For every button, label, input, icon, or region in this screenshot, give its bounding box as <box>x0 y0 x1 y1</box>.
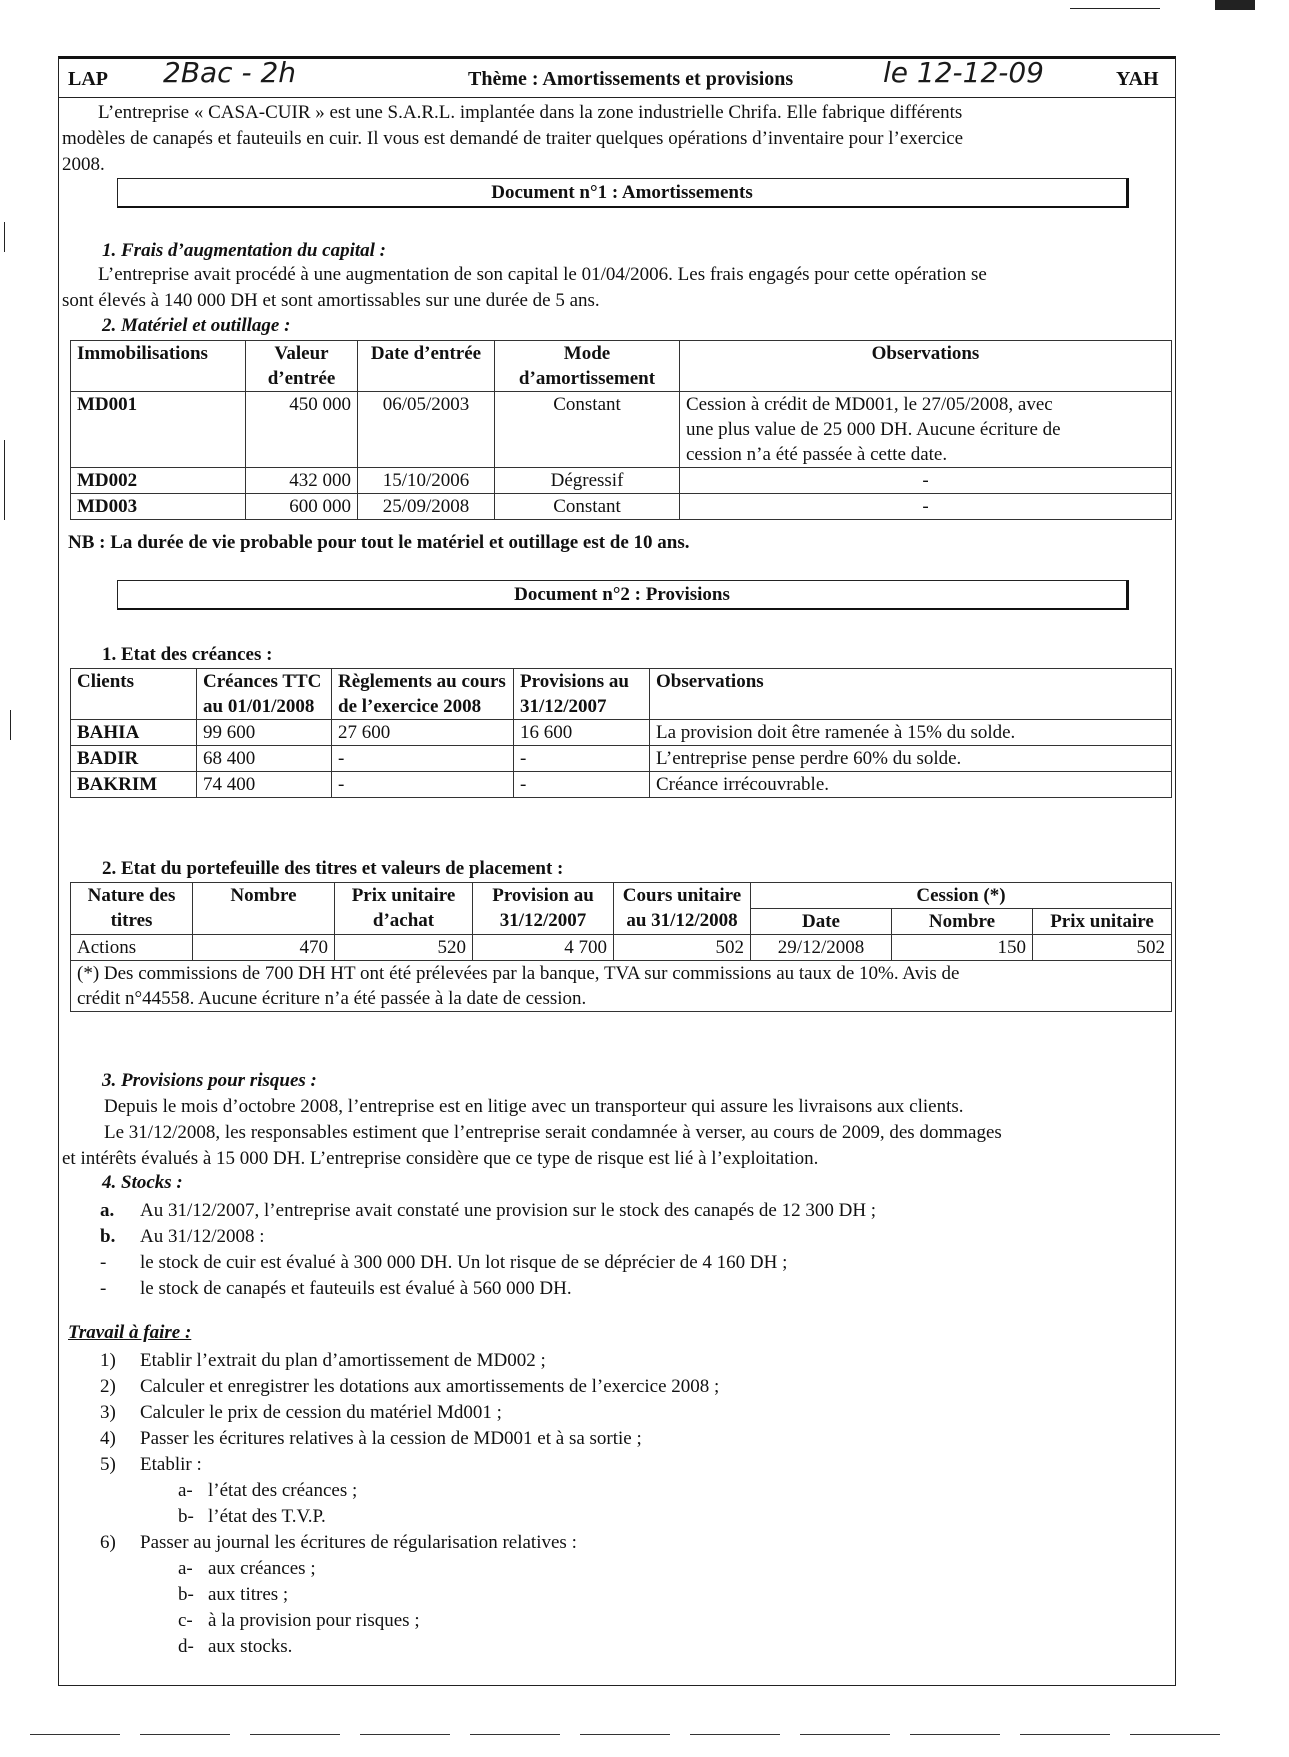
col-header: Provisions au 31/12/2007 <box>514 669 650 720</box>
table-row <box>71 468 1172 494</box>
doc2-title: Document n°2 : Provisions <box>117 580 1129 610</box>
list-item <box>100 1400 1160 1426</box>
item-mark: a- <box>178 1480 193 1501</box>
item-mark: - <box>100 1278 107 1299</box>
table-row <box>71 392 1172 468</box>
col-header: Cours unitaire au 31/12/2008 <box>614 883 751 935</box>
item-text: l’état des T.V.P. <box>208 1506 326 1527</box>
col-header: Provision au 31/12/2007 <box>473 883 614 935</box>
intro-line: 2008. <box>62 154 105 175</box>
item-text: Etablir : <box>140 1454 202 1475</box>
cell: 99 600 <box>197 720 332 746</box>
cell: - <box>514 772 650 798</box>
cell: 06/05/2003 <box>358 392 495 468</box>
right-code: YAH <box>1116 68 1159 90</box>
cell: 27 600 <box>332 720 514 746</box>
cell <box>680 392 1172 468</box>
cell: Actions <box>71 935 193 961</box>
list-item <box>100 1224 1160 1250</box>
travail-list <box>100 1348 1160 1660</box>
item-text: aux créances ; <box>208 1558 316 1579</box>
scan-mark-left <box>4 440 5 520</box>
doc2-section1-title: 1. Etat des créances : <box>102 644 273 665</box>
stocks-list <box>100 1198 1160 1302</box>
item-text: Passer les écritures relatives à la cession de MD001 et à sa sortie ; <box>140 1428 642 1449</box>
doc1-section2-title: 2. Matériel et outillage : <box>102 315 291 336</box>
item-mark: 4) <box>100 1428 116 1449</box>
table-row <box>71 720 1172 746</box>
list-subitem <box>100 1608 1160 1634</box>
cell: MD003 <box>71 494 246 520</box>
text-line: sont élevés à 140 000 DH et sont amortissables sur une durée de 5 ans. <box>62 290 600 311</box>
cell: Constant <box>495 494 680 520</box>
col-header: Clients <box>71 669 197 720</box>
col-header: Créances TTC au 01/01/2008 <box>197 669 332 720</box>
list-subitem <box>100 1634 1160 1660</box>
scan-mark-corner <box>1215 0 1255 10</box>
list-subitem <box>100 1556 1160 1582</box>
cell: 502 <box>1033 935 1172 961</box>
cell: 450 000 <box>246 392 358 468</box>
cell: 16 600 <box>514 720 650 746</box>
left-code: LAP <box>68 68 108 90</box>
list-subitem <box>100 1478 1160 1504</box>
scan-mark-left <box>4 222 5 252</box>
text-line: L’entreprise avait procédé à une augmentation de son capital le 01/04/2006. Les frais engagés pour cette opération se <box>98 264 987 285</box>
intro-paragraph <box>62 100 1172 178</box>
item-mark: 2) <box>100 1376 116 1397</box>
item-text: l’état des créances ; <box>208 1480 358 1501</box>
item-mark: 5) <box>100 1454 116 1475</box>
cell: MD001 <box>71 392 246 468</box>
cell: - <box>332 746 514 772</box>
theme-title: Thème : Amortissements et provisions <box>468 68 794 90</box>
item-mark: 1) <box>100 1350 116 1371</box>
col-header: Observations <box>680 341 1172 392</box>
item-mark: 3) <box>100 1402 116 1423</box>
item-text: aux titres ; <box>208 1584 289 1605</box>
table-row <box>71 746 1172 772</box>
item-mark: d- <box>178 1636 194 1657</box>
item-text: Calculer et enregistrer les dotations aux amortissements de l’exercice 2008 ; <box>140 1376 720 1397</box>
list-subitem <box>100 1504 1160 1530</box>
note-line: (*) Des commissions de 700 DH HT ont été prélevées par la banque, TVA sur commissions au taux de 10%. Avis de <box>77 963 960 984</box>
table-note-row <box>71 961 1172 1012</box>
col-header: Observations <box>650 669 1172 720</box>
scan-mark-bottom <box>30 1734 1230 1735</box>
cell: MD002 <box>71 468 246 494</box>
obs-line: une plus value de 25 000 DH. Aucune écriture de <box>686 419 1061 440</box>
item-mark: a- <box>178 1558 193 1579</box>
list-item <box>100 1426 1160 1452</box>
col-header: Règlements au cours de l’exercice 2008 <box>332 669 514 720</box>
cell: 470 <box>193 935 335 961</box>
col-header: Mode d’amortissement <box>495 341 680 392</box>
cell: Créance irrécouvrable. <box>650 772 1172 798</box>
titres-table <box>70 882 1172 1012</box>
handwritten-date: le 12-12-09 <box>883 56 1044 89</box>
table-header-row <box>71 669 1172 720</box>
col-header: Nombre <box>892 909 1033 935</box>
handwritten-class: 2Bac - 2h <box>163 56 297 89</box>
nb-note: NB : La durée de vie probable pour tout le matériel et outillage est de 10 ans. <box>68 532 690 553</box>
creances-table <box>70 668 1172 798</box>
cell: - <box>680 468 1172 494</box>
col-header: Valeur d’entrée <box>246 341 358 392</box>
doc2-section2-title: 2. Etat du portefeuille des titres et valeurs de placement : <box>102 858 564 879</box>
list-item <box>100 1348 1160 1374</box>
doc2-section3-text <box>62 1094 1177 1172</box>
table-header-row <box>71 883 1172 909</box>
col-header: Nombre <box>193 883 335 935</box>
intro-line: L’entreprise « CASA-CUIR » est une S.A.R.L. implantée dans la zone industrielle Chrifa. Elle fabrique différents <box>98 102 963 123</box>
doc1-section1-text <box>62 262 1172 314</box>
obs-line: Cession à crédit de MD001, le 27/05/2008, avec <box>686 394 1053 415</box>
list-item <box>100 1374 1160 1400</box>
col-header: Date <box>751 909 892 935</box>
note-line: crédit n°44558. Aucune écriture n’a été passée à la date de cession. <box>77 988 587 1009</box>
table-row <box>71 935 1172 961</box>
item-mark: - <box>100 1252 107 1273</box>
list-item <box>100 1276 1160 1302</box>
cell: 502 <box>614 935 751 961</box>
item-mark: 6) <box>100 1532 116 1553</box>
cell: La provision doit être ramenée à 15% du solde. <box>650 720 1172 746</box>
item-mark: b- <box>178 1584 194 1605</box>
intro-line: modèles de canapés et fauteuils en cuir. Il vous est demandé de traiter quelques opérations d’inventaire pour l’exercice <box>62 128 964 149</box>
scan-mark-top <box>1070 8 1160 9</box>
item-mark: b. <box>100 1226 116 1247</box>
travail-title: Travail à faire : <box>68 1322 192 1343</box>
item-text: Etablir l’extrait du plan d’amortissement de MD002 ; <box>140 1350 546 1371</box>
cell: Dégressif <box>495 468 680 494</box>
item-text: Au 31/12/2007, l’entreprise avait constaté une provision sur le stock des canapés de 12 300 DH ; <box>140 1200 877 1221</box>
page-header <box>58 56 1176 98</box>
list-item <box>100 1452 1160 1478</box>
cell: - <box>514 746 650 772</box>
text-line: et intérêts évalués à 15 000 DH. L’entreprise considère que ce type de risque est lié à l’exploitation. <box>62 1148 819 1169</box>
item-mark: b- <box>178 1506 194 1527</box>
doc2-section3-title: 3. Provisions pour risques : <box>102 1070 317 1091</box>
cell: 25/09/2008 <box>358 494 495 520</box>
list-item <box>100 1530 1160 1556</box>
cell: 4 700 <box>473 935 614 961</box>
col-header: Date d’entrée <box>358 341 495 392</box>
doc1-section1-title: 1. Frais d’augmentation du capital : <box>102 240 386 261</box>
titres-note <box>71 961 1172 1012</box>
cell: 150 <box>892 935 1033 961</box>
cell: BAKRIM <box>71 772 197 798</box>
obs-line: cession n’a été passée à cette date. <box>686 444 948 465</box>
cell: 600 000 <box>246 494 358 520</box>
cell: L’entreprise pense perdre 60% du solde. <box>650 746 1172 772</box>
col-header: Cession (*) <box>751 883 1172 909</box>
materiel-table <box>70 340 1172 520</box>
list-subitem <box>100 1582 1160 1608</box>
item-mark: c- <box>178 1610 193 1631</box>
doc1-title: Document n°1 : Amortissements <box>117 178 1129 208</box>
col-header: Prix unitaire <box>1033 909 1172 935</box>
cell: - <box>680 494 1172 520</box>
cell: 520 <box>335 935 473 961</box>
cell: BAHIA <box>71 720 197 746</box>
item-text: Passer au journal les écritures de régularisation relatives : <box>140 1532 577 1553</box>
col-header: Prix unitaire d’achat <box>335 883 473 935</box>
table-row <box>71 494 1172 520</box>
cell: 74 400 <box>197 772 332 798</box>
item-text: Au 31/12/2008 : <box>140 1226 265 1247</box>
cell: 29/12/2008 <box>751 935 892 961</box>
col-header: Immobilisations <box>71 341 246 392</box>
list-item <box>100 1250 1160 1276</box>
cell: Constant <box>495 392 680 468</box>
cell: 15/10/2006 <box>358 468 495 494</box>
col-header: Nature des titres <box>71 883 193 935</box>
item-text: le stock de canapés et fauteuils est évalué à 560 000 DH. <box>140 1278 572 1299</box>
scan-mark-left <box>10 710 11 740</box>
item-text: aux stocks. <box>208 1636 293 1657</box>
table-header-row <box>71 341 1172 392</box>
table-row <box>71 772 1172 798</box>
cell: 68 400 <box>197 746 332 772</box>
list-item <box>100 1198 1160 1224</box>
cell: 432 000 <box>246 468 358 494</box>
cell: BADIR <box>71 746 197 772</box>
item-text: le stock de cuir est évalué à 300 000 DH. Un lot risque de se déprécier de 4 160 DH ; <box>140 1252 788 1273</box>
item-text: à la provision pour risques ; <box>208 1610 420 1631</box>
item-mark: a. <box>100 1200 115 1221</box>
doc2-section4-title: 4. Stocks : <box>102 1172 183 1193</box>
text-line: Depuis le mois d’octobre 2008, l’entreprise est en litige avec un transporteur qui assure les livraisons aux clients. <box>104 1096 964 1117</box>
cell: - <box>332 772 514 798</box>
text-line: Le 31/12/2008, les responsables estiment que l’entreprise serait condamnée à verser, au cours de 2009, des dommages <box>104 1122 1002 1143</box>
item-text: Calculer le prix de cession du matériel Md001 ; <box>140 1402 502 1423</box>
